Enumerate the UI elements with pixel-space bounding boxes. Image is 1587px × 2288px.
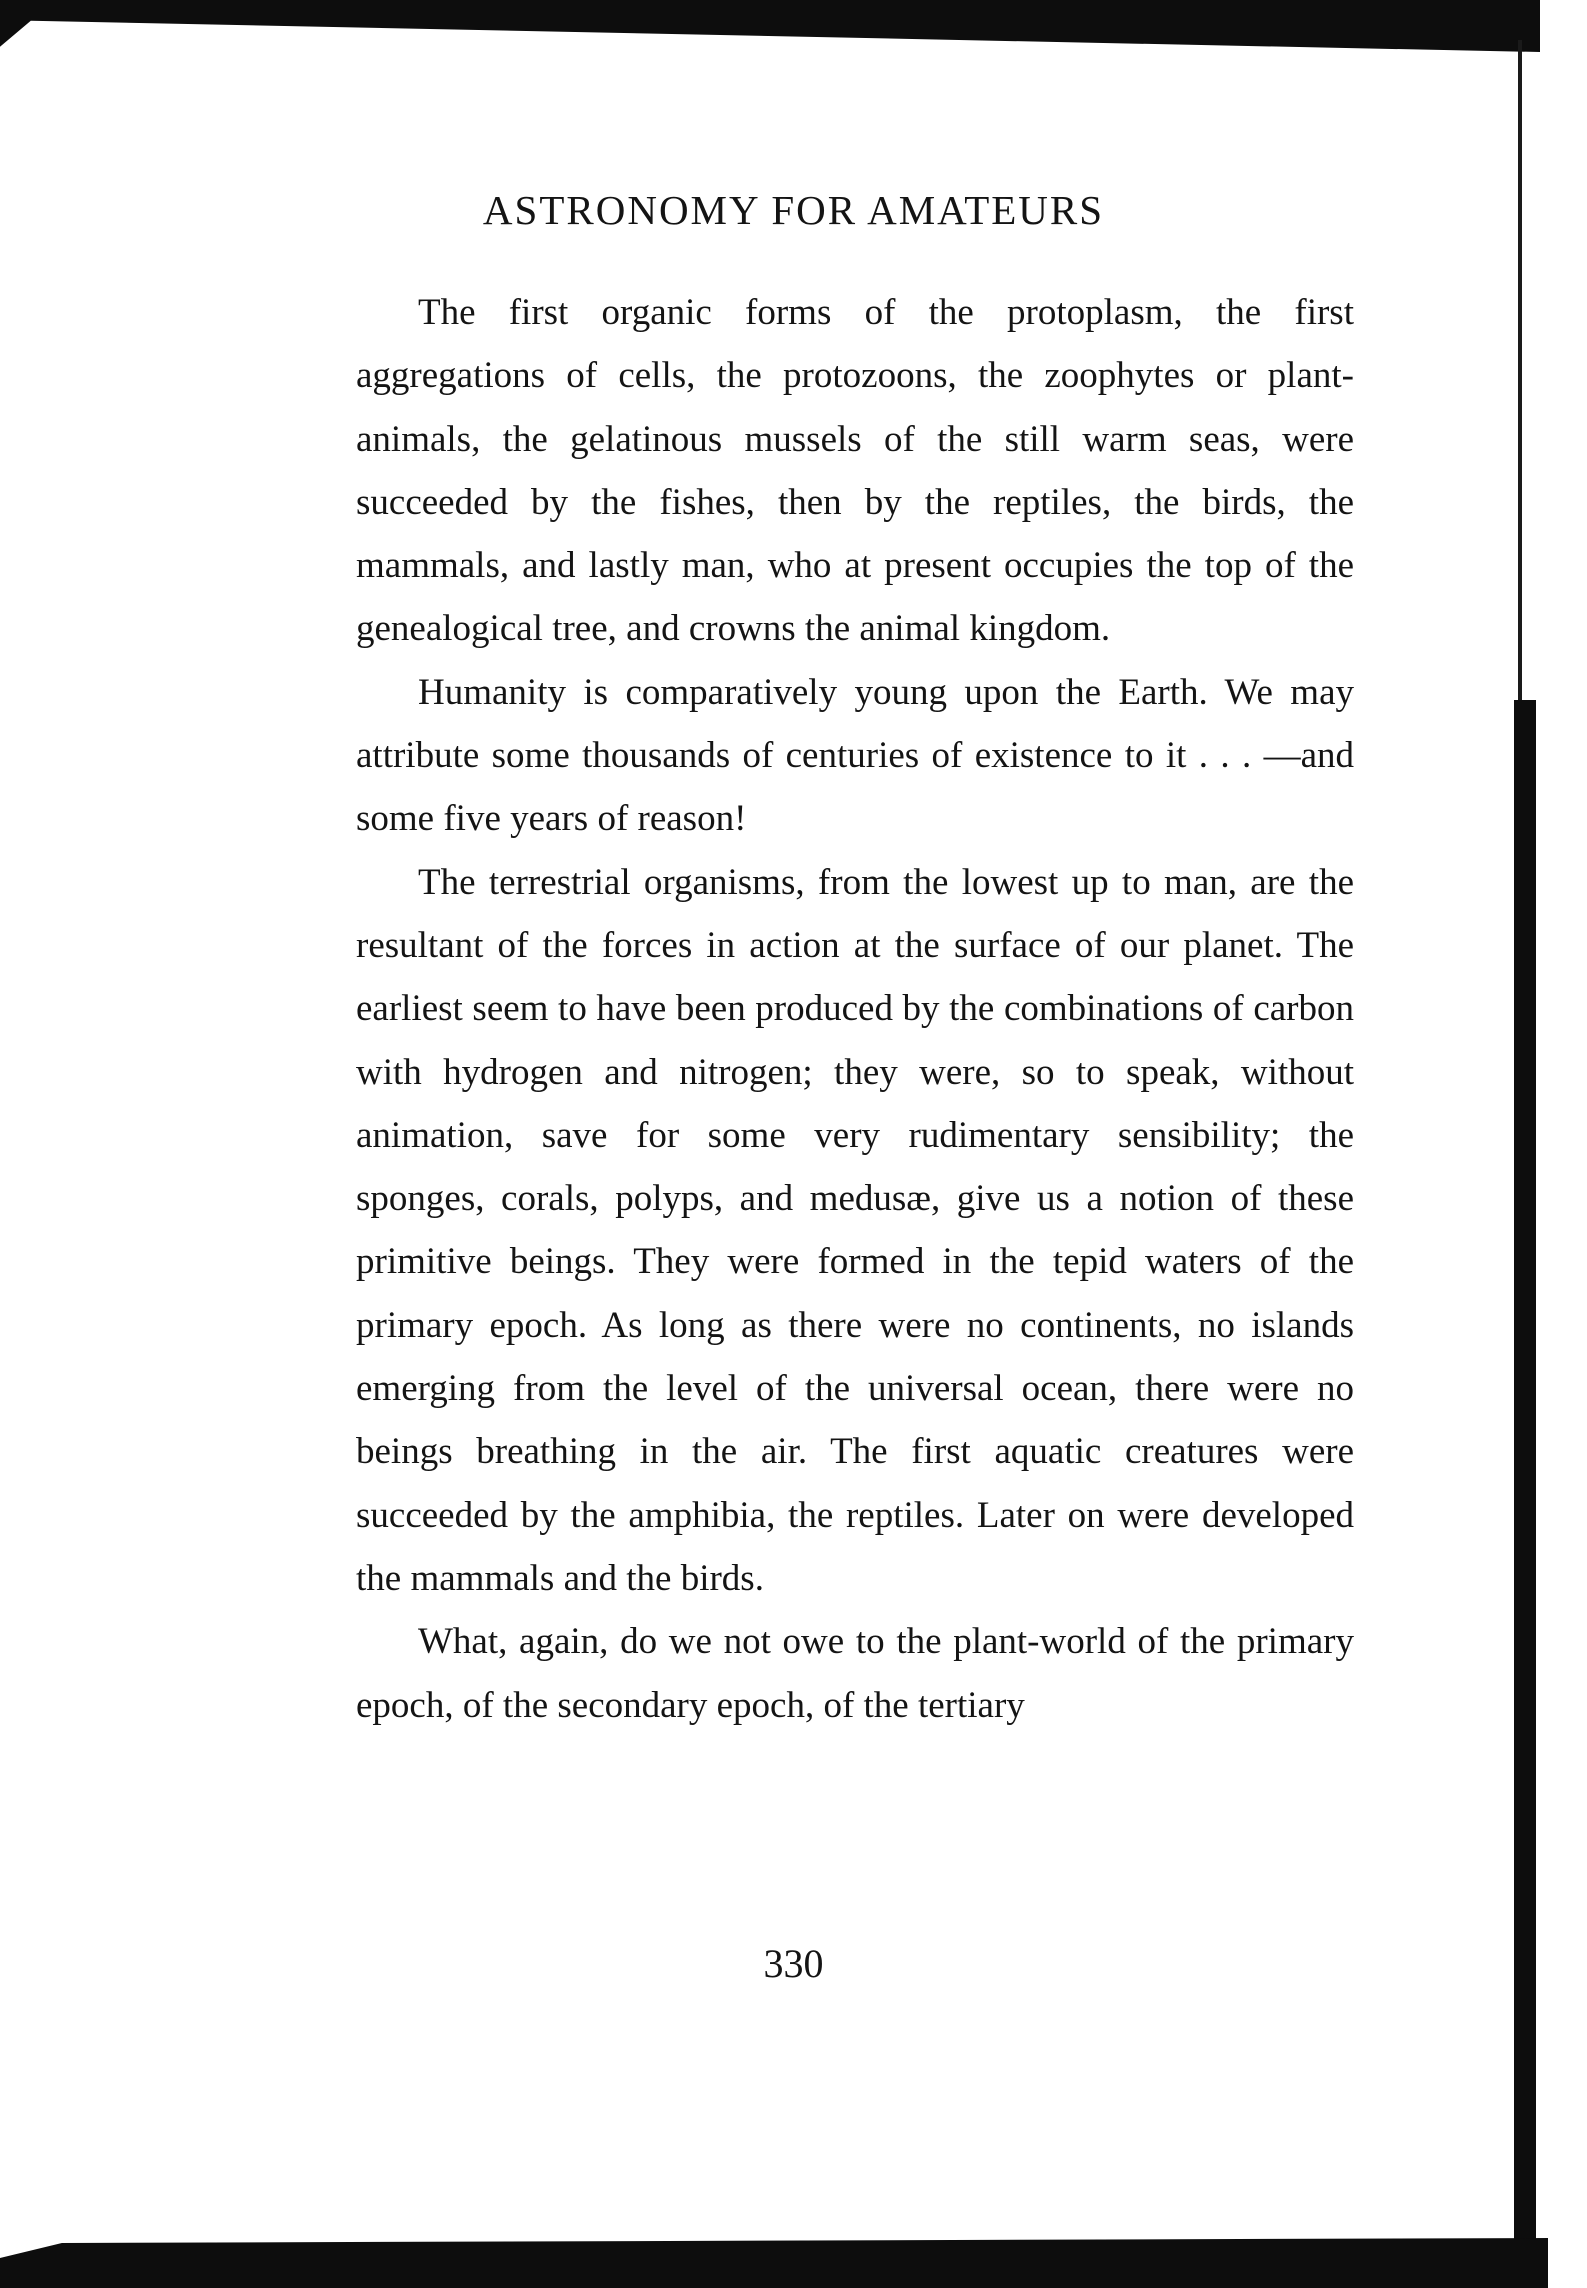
paragraph-terrestrial-organisms: The terrestrial organisms, from the lowest up to man, are the resultant of the forces in action at the surface of our planet. The earliest seem to have been produced by the combinations of carbon with hydrogen and nitrogen; they were, so to speak, without animation, save for some very rudimentary sensibility; the sponges, corals, polyps, and medusæ, give us a notion of these primitive beings. They were formed in the tepid waters of the primary epoch. As long as there were no continents, no islands emerging from the level of the universal ocean, there were no beings breathing in the air. The first aquatic creatures were succeeded by the amphibia, the reptiles. Later on were developed the mammals and the birds.: [356, 861, 1354, 1599]
page-number: 330: [763, 1941, 824, 1986]
scan-border-right-thick: [1514, 700, 1536, 2250]
scan-border-top: [0, 0, 1540, 52]
running-title: ASTRONOMY FOR AMATEURS: [482, 187, 1105, 233]
scan-border-bottom: [0, 2238, 1548, 2288]
paragraph-plant-world: What, again, do we not owe to the plant-world of the primary epoch, of the secondary epoch, of the tertiary: [356, 1621, 1354, 1726]
page-text: [356, 281, 1354, 1737]
paragraph-evolution: The first organic forms of the protoplasm, the first aggregations of cells, the protozoons, the zoophytes or plant-animals, the gelatinous mussels of the still warm seas, were succeeded by the fishes, then by the reptiles, the birds, the mammals, and lastly man, who at present occupies the top of the genealogical tree, and crowns the animal kingdom.: [356, 292, 1354, 650]
paragraph-humanity: Humanity is comparatively young upon the Earth. We may attribute some thousands of centuries of existence to it . . . —and some five years of reason!: [356, 671, 1354, 840]
